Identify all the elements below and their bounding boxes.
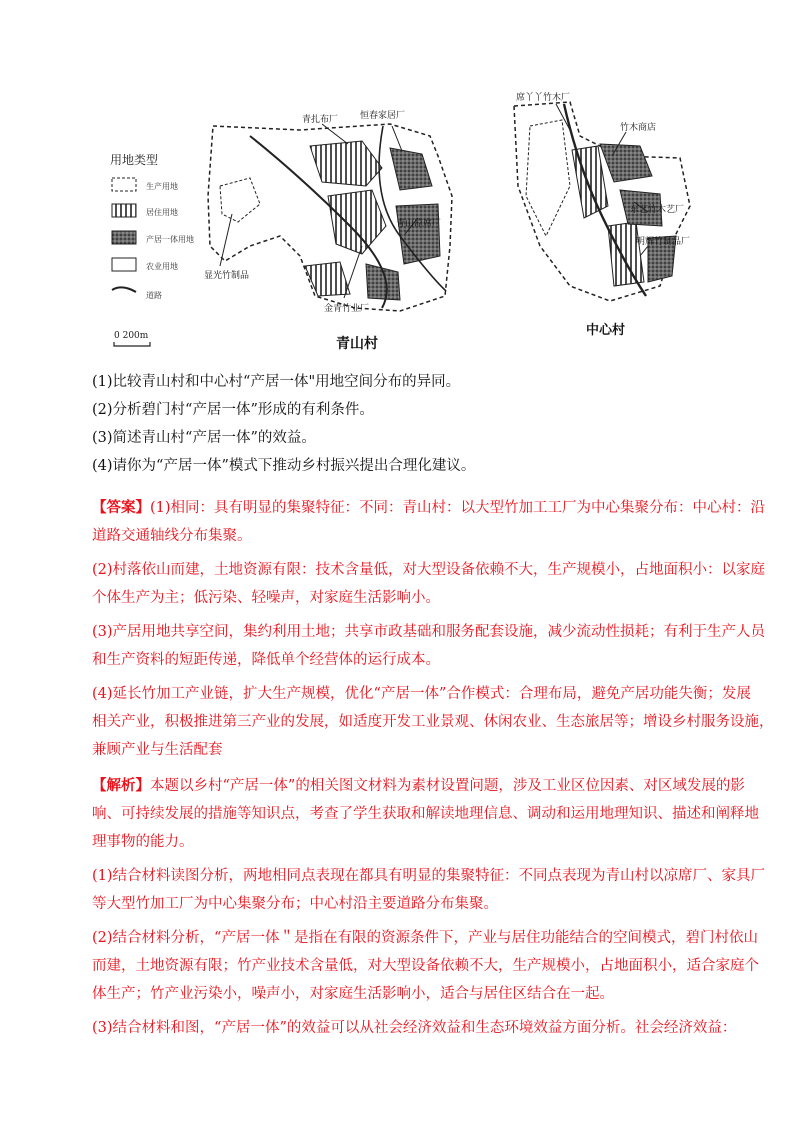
- answer-line-9: 兼顾产业与生活配套: [92, 742, 223, 758]
- zhongxin-label-2: 竹木商店: [620, 123, 657, 133]
- question-1: (1)比较青山村和中心村“产居一体"用地空间分布的异同。: [92, 374, 461, 390]
- answer-line-5: (3)产居用地共享空间，集约利用土地；共享市政基础和服务配套设施，减少流动性损耗；有利于生产人员: [92, 624, 766, 640]
- qingshan-label-5: 显光竹制品: [204, 271, 250, 281]
- analysis-line-3: 理事物的能力。: [92, 834, 194, 850]
- qingshan-label-2: 恒春家居厂: [360, 111, 406, 121]
- qingshan-mixed-2: [396, 204, 440, 264]
- analysis-line-6: (2)结合材料分析，“产居一体＂是指在有限的资源条件下，产业与居住功能结合的空间模式，碧门村依山: [92, 930, 758, 946]
- legend-label-mixed: 产居一体用地: [146, 235, 194, 244]
- answer-line-2: 道路交通轴线分布集聚。: [92, 528, 252, 544]
- answer-line-4: 个体生产为主；低污染、轻噪声，对家庭生活影响小。: [92, 590, 440, 606]
- answer-label: 【答案】: [92, 499, 150, 516]
- question-4: (4)请你为“产居一体”模式下推动乡村振兴提出合理化建议。: [92, 458, 476, 474]
- analysis-line-2: 响、可持续发展的措施等知识点，考查了学生获取和解读地理信息、调动和运用地理知识、描述和阐释地: [92, 806, 759, 822]
- answer-line-1: 【答案】(1)相同：具有明显的集聚特征：不同：青山村：以大型竹加工工厂为中心集聚分布：中心村：沿: [92, 499, 766, 516]
- legend-label-production: 生产用地: [146, 182, 178, 191]
- analysis-line-8: 体生产；竹产业污染小，噪声小，对家庭生活影响小，适合与居住区结合在一起。: [92, 986, 614, 1002]
- zhongxin-label-1: 席丫丫竹木厂: [516, 93, 571, 103]
- analysis-line-5: 等大型竹加工厂为中心集聚分布；中心村沿主要道路分布集聚。: [92, 896, 498, 912]
- legend-label-residential: 居住用地: [146, 208, 178, 217]
- zhongxin-title: 中心村: [586, 323, 626, 338]
- answer-line-3: (2)村落依山而建，土地资源有限：技术含量低，对大型设备依赖不大，生产规模小，占地面积小：以家庭: [92, 562, 766, 578]
- question-3: (3)简述青山村“产居一体”的效益。: [92, 430, 316, 446]
- legend-title: 用地类型: [110, 153, 159, 167]
- qingshan-label-3: 青山凉席厂: [396, 219, 442, 229]
- analysis-line-4: (1)结合材料读图分析，两地相同点表现在都具有明显的集聚特征：不同点表现为青山村以凉席厂、家具厂: [92, 868, 766, 884]
- answer-section: [92, 494, 774, 764]
- legend-swatch-road: [112, 287, 136, 292]
- analysis-line-9: (3)结合材料和图，“产居一体”的效益可以从社会经济效益和生态环境效益方面分析。社会经济效益：: [92, 1020, 737, 1036]
- legend-swatch-production: [112, 178, 136, 191]
- legend-swatch-mixed: [112, 231, 136, 244]
- zhongxin-village-map: [514, 91, 690, 338]
- analysis-section: [92, 772, 766, 1042]
- scale-bar-label: 0 200m: [114, 331, 149, 341]
- zhongxin-label-4: 明辉竹制品厂: [636, 237, 691, 247]
- legend-swatch-agriculture: [112, 258, 136, 271]
- legend-label-road: 道路: [146, 291, 162, 300]
- answer-line-6: 和生产资料的短距传递，降低单个经营体的运行成本。: [92, 652, 440, 668]
- question-2: (2)分析碧门村“产居一体”形成的有利条件。: [92, 402, 374, 418]
- scale-bar: [114, 342, 150, 346]
- legend-swatch-residential: [112, 204, 136, 217]
- legend-label-agriculture: 农业用地: [146, 262, 178, 271]
- land-use-map-figure: [100, 86, 720, 358]
- zhongxin-label-3: 东艺竹木艺厂: [630, 205, 685, 215]
- analysis-label: 【解析】: [92, 777, 150, 794]
- qingshan-label-1: 青扎布厂: [302, 115, 339, 125]
- answer-line-7: (4)延长竹加工产业链，扩大生产规模，优化“产居一体”合作模式：合理布局，避免产居功能失衡；发展: [92, 686, 751, 702]
- answer-line-8: 相关产业，积极推进第三产业的发展，如适度开发工业景观、休闲农业、生态旅居等；增设乡村服务设施，: [92, 714, 774, 730]
- qingshan-title: 青山村: [336, 336, 378, 352]
- qingshan-label-4: 金青竹业厂: [324, 304, 370, 314]
- qingshan-village-map: [204, 109, 452, 352]
- question-list: [92, 368, 732, 480]
- map-legend: [110, 152, 194, 346]
- analysis-line-7: 而建，土地资源有限；竹产业技术含量低，对大型设备依赖不大，生产规模小，占地面积小，适合家庭个: [92, 958, 759, 974]
- analysis-line-1: 【解析】本题以乡村“产居一体”的相关图文材料为素材设置问题，涉及工业区位因素、对区域发展的影: [92, 777, 745, 794]
